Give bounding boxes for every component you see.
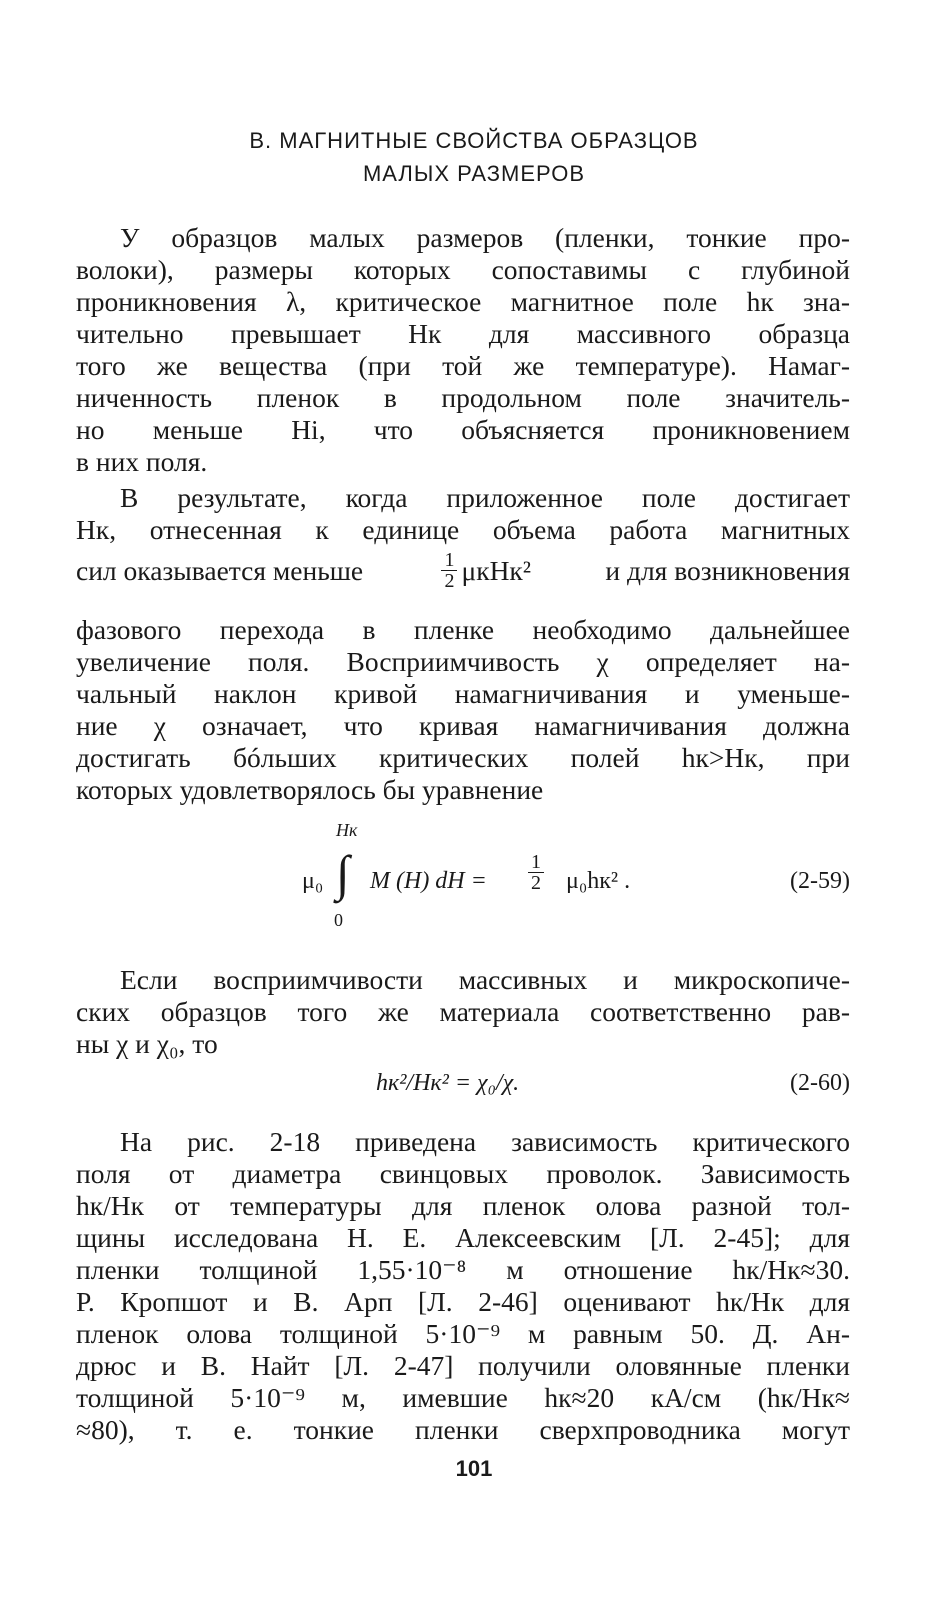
paragraph-1-line: волоки), размеры которых сопоставимы с глубиной — [76, 254, 850, 285]
paragraph-4-line: толщиной 5·10⁻⁹ м, имевшие hк≈20 кА/см (hк/Hк≈ — [76, 1382, 850, 1413]
equation-number: (2-60) — [790, 1070, 850, 1096]
equation-mu-zero: μ₀ — [302, 868, 324, 894]
equation-integrand: M (H) dH = — [370, 868, 487, 894]
paragraph-1-line: того же вещества (при той же температуре). Намаг- — [76, 350, 850, 381]
paragraph-1-line: проникновения λ, критическое магнитное поле hк зна- — [76, 286, 850, 317]
paragraph-3-line: Если восприимчивости массивных и микроскопиче- — [120, 964, 850, 995]
paragraph-4-line: Р. Кропшот и В. Арп [Л. 2-46] оценивают hк/Hк для — [76, 1286, 850, 1317]
paragraph-2-line: которых удовлетворялось бы уравнение — [76, 774, 544, 805]
page-number: 101 — [455, 1456, 493, 1481]
paragraph-2-line: Hк, отнесенная к единице объема работа магнитных — [76, 514, 850, 545]
inline-expression: μкHк² — [461, 554, 532, 586]
equation-number: (2-59) — [790, 868, 850, 894]
paragraph-1-line: У образцов малых размеров (пленки, тонкие про- — [120, 222, 850, 253]
paragraph-2-fraction-line — [76, 550, 850, 591]
integral-upper-limit: Hк — [336, 820, 358, 840]
paragraph-4-line: дрюс и В. Найт [Л. 2-47] получили оловянные пленки — [76, 1350, 850, 1381]
equation-fraction — [528, 852, 544, 893]
fraction-line-text-right: и для возникновения — [605, 554, 850, 586]
paragraph-3-line: ских образцов того же материала соответственно рав- — [76, 996, 850, 1027]
fraction-denominator: 2 — [531, 872, 541, 894]
fraction-numerator: 1 — [528, 852, 544, 873]
paragraph-1-line: в них поля. — [76, 446, 208, 477]
section-heading-line-2: МАЛЫХ РАЗМЕРОВ — [362, 161, 586, 186]
paragraph-1-line: но меньше Hi, что объясняется проникновением — [76, 414, 850, 445]
equation-rhs: μ₀hк² . — [566, 868, 631, 894]
fraction-numerator: 1 — [441, 550, 457, 571]
equation-fraction-wrap — [524, 852, 548, 893]
section-heading-line-1: В. МАГНИТНЫЕ СВОЙСТВА ОБРАЗЦОВ — [249, 128, 699, 153]
paragraph-4-line: пленок олова толщиной 5·10⁻⁹ м равным 50. Д. Ан- — [76, 1318, 850, 1349]
paragraph-2-line: достигать бóльших критических полей hк>Hк, при — [76, 742, 850, 773]
paragraph-2-line: чальный наклон кривой намагничивания и уменьше- — [76, 678, 850, 709]
paragraph-1-line: ниченность пленок в продольном поле значитель- — [76, 382, 850, 413]
equation-2-60: hк²/Hк² = χ₀/χ. — [376, 1070, 520, 1096]
inline-formula — [437, 550, 531, 591]
paragraph-4-line: пленки толщиной 1,55·10⁻⁸ м отношение hк/Hк≈30. — [76, 1254, 850, 1285]
paragraph-2-line: ние χ означает, что кривая намагничивания должна — [76, 710, 850, 741]
paragraph-4-line: поля от диаметра свинцовых проволок. Зависимость — [76, 1158, 850, 1189]
integral-lower-limit: 0 — [334, 910, 343, 930]
integral-sign: ∫ — [336, 845, 350, 901]
paragraph-2-line: фазового перехода в пленке необходимо дальнейшее — [76, 614, 850, 645]
paragraph-4-line: hк/Hк от температуры для пленок олова разной тол- — [76, 1190, 850, 1221]
paragraph-3-line: ны χ и χ₀, то — [76, 1028, 218, 1059]
paragraph-1-line: чительно превышает Hк для массивного образца — [76, 318, 850, 349]
fraction-denominator: 2 — [444, 570, 455, 592]
paragraph-2-line: увеличение поля. Восприимчивость χ определяет на- — [76, 646, 850, 677]
paragraph-4-line: ≈80), т. е. тонкие пленки сверхпроводника могут — [76, 1414, 850, 1445]
fraction-line-text-left: сил оказывается меньше — [76, 554, 364, 586]
inline-fraction — [441, 550, 457, 591]
paragraph-4-line: На рис. 2-18 приведена зависимость критического — [120, 1126, 850, 1157]
paragraph-2-line: В результате, когда приложенное поле достигает — [120, 482, 850, 513]
paragraph-4-line: щины исследована Н. Е. Алексеевским [Л. 2-45]; для — [76, 1222, 850, 1253]
